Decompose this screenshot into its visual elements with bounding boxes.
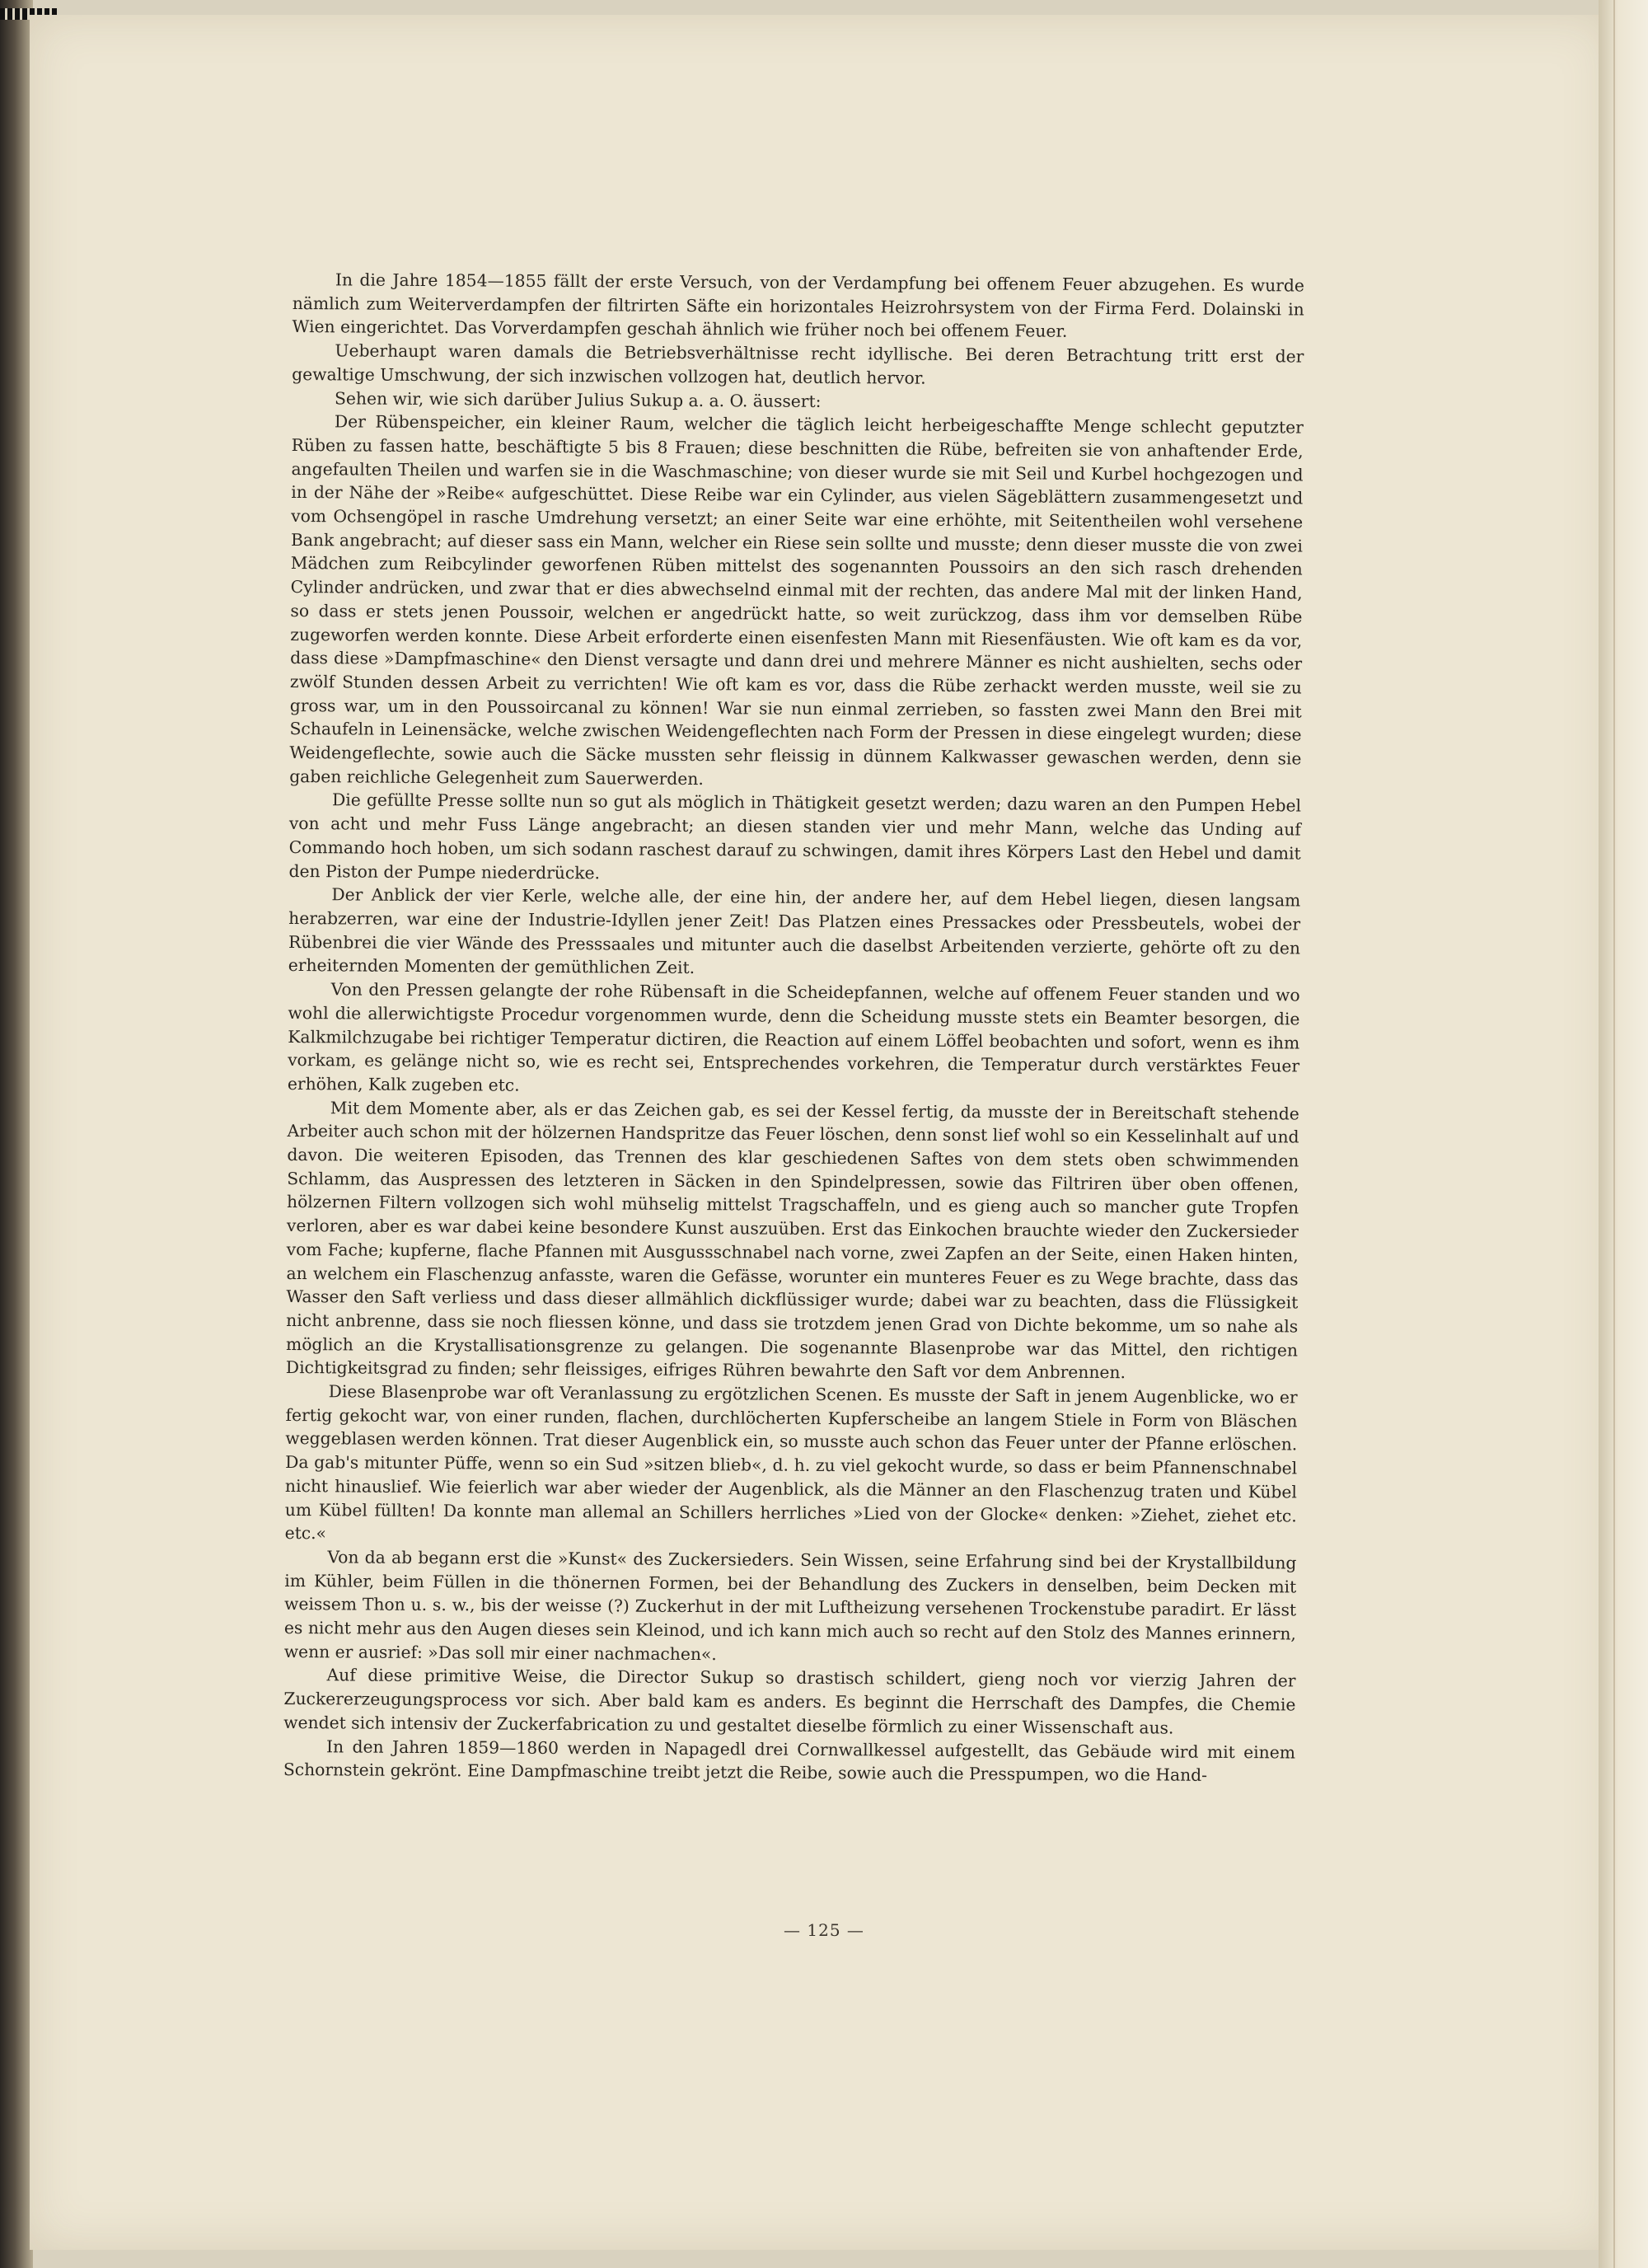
paragraph: Auf diese primitive Weise, die Director Sukup so drastisch schildert, gieng noch vor vierzig Jahren der Zuckererzeugungsprocess vor sich. Aber bald kam es anders. Es beginnt die Herrschaft des Dampfes, die Chemie wendet sich intensiv der Zuckerfabrication zu und gestaltet dieselbe förmlich zu einer Wissenschaft aus. <box>283 1665 1296 1738</box>
paragraph: Der Rübenspeicher, ein kleiner Raum, welcher die täglich leicht herbeigeschaffte Menge schlecht geputzter Rüben zu fassen hatte, beschäftigte 5 bis 8 Frauen; diese beschnitten die Rübe, befreiten sie von anhaftender Erde, angefaulten Theilen und warfen sie in die Waschmaschine; von dieser wurde sie mit Seil und Kurbel hochgezogen und in der Nähe der »Reibe« aufgeschüttet. Diese Reibe war ein Cylinder, aus vielen Sägeblättern zusammengesetzt und vom Ochsengöpel in rasche Umdrehung versetzt; an einer Seite war eine erhöhte, mit Seitentheilen wohl versehene Bank angebracht; auf dieser sass ein Mann, welcher ein Riese sein sollte und musste; denn dieser musste die von zwei Mädchen zum Reibcylinder geworfenen Rüben mittelst des sogenannten Poussoirs an den sich rasch drehenden Cylinder andrücken, und zwar that er dies abwechselnd einmal mit der rechten, das andere Mal mit der linken Hand, so dass er stets jenen Poussoir, welchen er angedrückt hatte, so weit zurückzog, dass ihm vor demselben Rübe zugeworfen werden konnte. Diese Arbeit erforderte einen eisenfesten Mann mit Riesenfäusten. Wie oft kam es da vor, dass diese »Dampfmaschine« den Dienst versagte und dann drei und mehrere Männer es nicht aushielten, sechs oder zwölf Stunden dessen Arbeit zu verrichten! Wie oft kam es vor, dass die Rübe zerhackt werden musste, weil sie zu gross war, um in den Poussoircanal zu können! War sie nun einmal zerrieben, so fassten zwei Mann den Brei mit Schaufeln in Leinensäcke, welche zwischen Weidengeflechten nach Form der Pressen in diese eingelegt wurden; diese Weidengeflechte, sowie auch die Säcke mussten sehr fleissig in dünnem Kalkwasser gewaschen werden, denn sie gaben reichliche Gelegenheit zum Sauerwerden. <box>289 411 1304 789</box>
paragraph: In die Jahre 1854—1855 fällt der erste Versuch, von der Verdampfung bei offenem Feuer abzugehen. Es wurde nämlich zum Weiterverdampfen der filtrirten Säfte ein horizontales Heizrohrsystem von der Firma Ferd. Dolainski in Wien eingerichtet. Das Vorverdampfen geschah ähnlich wie früher noch bei offenem Feuer. <box>292 269 1304 342</box>
body-text <box>283 268 1304 1788</box>
paragraph: Mit dem Momente aber, als er das Zeichen gab, es sei der Kessel fertig, da musste der in Bereitschaft stehende Arbeiter auch schon mit der hölzernen Handspritze das Feuer löschen, denn sonst lief wohl so ein Kesselinhalt auf und davon. Die weiteren Episoden, das Trennen des klar geschiedenen Saftes von dem stets oben schwimmenden Schlamm, das Auspressen des letzteren in Säcken in den Spindelpressen, sowie das Filtriren über oben offenen, hölzernen Filtern vollzogen sich wohl mühselig mittelst Tragschaffeln, und es gieng auch so mancher gute Tropfen verloren, aber es war dabei keine besondere Kunst auszuüben. Erst das Einkochen brauchte wieder den Zuckersieder vom Fache; kupferne, flache Pfannen mit Ausgussschnabel nach vorne, zwei Zapfen an der Seite, einen Haken hinten, an welchem ein Flaschenzug anfasste, waren die Gefässe, worunter ein munteres Feuer es zu Wege brachte, dass das Wasser den Saft verliess und dass dieser allmählich dickflüssiger wurde; dabei war zu beachten, dass die Flüssigkeit nicht anbrenne, dass sie noch fliessen könne, und dass sie trotzdem jenen Grad von Dichte bekomme, um so nahe als möglich an die Krystallisationsgrenze zu gelangen. Die sogenannte Blasenprobe war das Mittel, den richtigen Dichtigkeitsgrad zu finden; sehr fleissiges, eifriges Rühren bewahrte den Saft vor dem Anbrennen. <box>285 1097 1299 1383</box>
page-number: — 125 — <box>784 1920 864 1940</box>
paragraph: Der Anblick der vier Kerle, welche alle, der eine hin, der andere her, auf dem Hebel liegen, diesen langsam herabzerren, war eine der Industrie-Idyllen jener Zeit! Das Platzen eines Pressackes oder Pressbeutels, wobei der Rübenbrei die vier Wände des Presssaales und mitunter auch die daselbst Arbeitenden verzierte, gehörte oft zu den erheiternden Momenten der gemüthlichen Zeit. <box>288 884 1301 978</box>
paragraph: Von den Pressen gelangte der rohe Rübensaft in die Scheidepfannen, welche auf offenem Feuer standen und wo wohl die allerwichtigste Procedur vorgenommen wurde, denn die Scheidung musste stets ein Beamter besorgen, die Kalkmilchzugabe bei richtiger Temperatur dictiren, die Reaction auf einem Löffel beobachten und sofort, wenn es ihm vorkam, es gelänge nicht so, wie es recht sei, Entsprechendes vorkehren, die Temperatur durch verstärktes Feuer erhöhen, Kalk zugeben etc. <box>287 979 1300 1095</box>
paragraph: Von da ab begann erst die »Kunst« des Zuckersieders. Sein Wissen, seine Erfahrung sind bei der Krystallbildung im Kühler, beim Füllen in die thönernen Formen, bei der Behandlung des Zuckers in denselben, beim Decken mit weissem Thon u. s. w., bis der weisse (?) Zuckerhut in der mit Luftheizung versehenen Trockenstube paradirt. Er lässt es nicht mehr aus den Augen dieses sein Kleinod, und ich kann mich auch so recht auf den Stolz des Mannes erinnern, wenn er ausrief: »Das soll mir einer nachmachen«. <box>283 1547 1297 1664</box>
paragraph: Diese Blasenprobe war oft Veranlassung zu ergötzlichen Scenen. Es musste der Saft in jenem Augenblicke, wo er fertig gekocht war, von einer runden, flachen, durchlöcherten Kupferscheibe an langem Stiele in Form von Bläschen weggeblasen werden können. Trat dieser Augenblick ein, so musste auch schon das Feuer unter der Pfanne erlöschen. Da gab's mitunter Püffe, wenn so ein Sud »sitzen blieb«, d. h. zu viel gekocht wurde, so dass er beim Pfannenschnabel nicht hinauslief. Wie feierlich war aber wieder der Augenblick, als die Männer an den Flaschenzug traten und Kübel um Kübel füllten! Da konnte man allemal an Schillers herrliches »Lied von der Glocke« denken: »Ziehet, ziehet etc. etc.« <box>284 1381 1298 1544</box>
paragraph: In den Jahren 1859—1860 werden in Napagedl drei Cornwallkessel aufgestellt, das Gebäude wird mit einem Schornstein gekrönt. Eine Dampfmaschine treibt jetzt die Reibe, sowie auch die Presspumpen, wo die Hand- <box>283 1736 1296 1786</box>
paragraph: Die gefüllte Presse sollte nun so gut als möglich in Thätigkeit gesetzt werden; dazu waren an den Pumpen Hebel von acht und mehr Fuss Länge angebracht; an diesen standen vier und mehr Mann, welche das Unding auf Commando hoch hoben, um sich sodann raschest darauf zu schwingen, damit ihres Körpers Last den Hebel und damit den Piston der Pumpe niederdrücke. <box>288 790 1302 883</box>
paragraph: Sehen wir, wie sich darüber Julius Sukup a. a. O. äussert: <box>334 387 822 411</box>
paragraph: Ueberhaupt waren damals die Betriebsverhältnisse recht idyllische. Bei deren Betrachtung tritt erst der gewaltige Umschwung, der sich inzwischen vollzogen hat, deutlich hervor. <box>292 340 1304 388</box>
